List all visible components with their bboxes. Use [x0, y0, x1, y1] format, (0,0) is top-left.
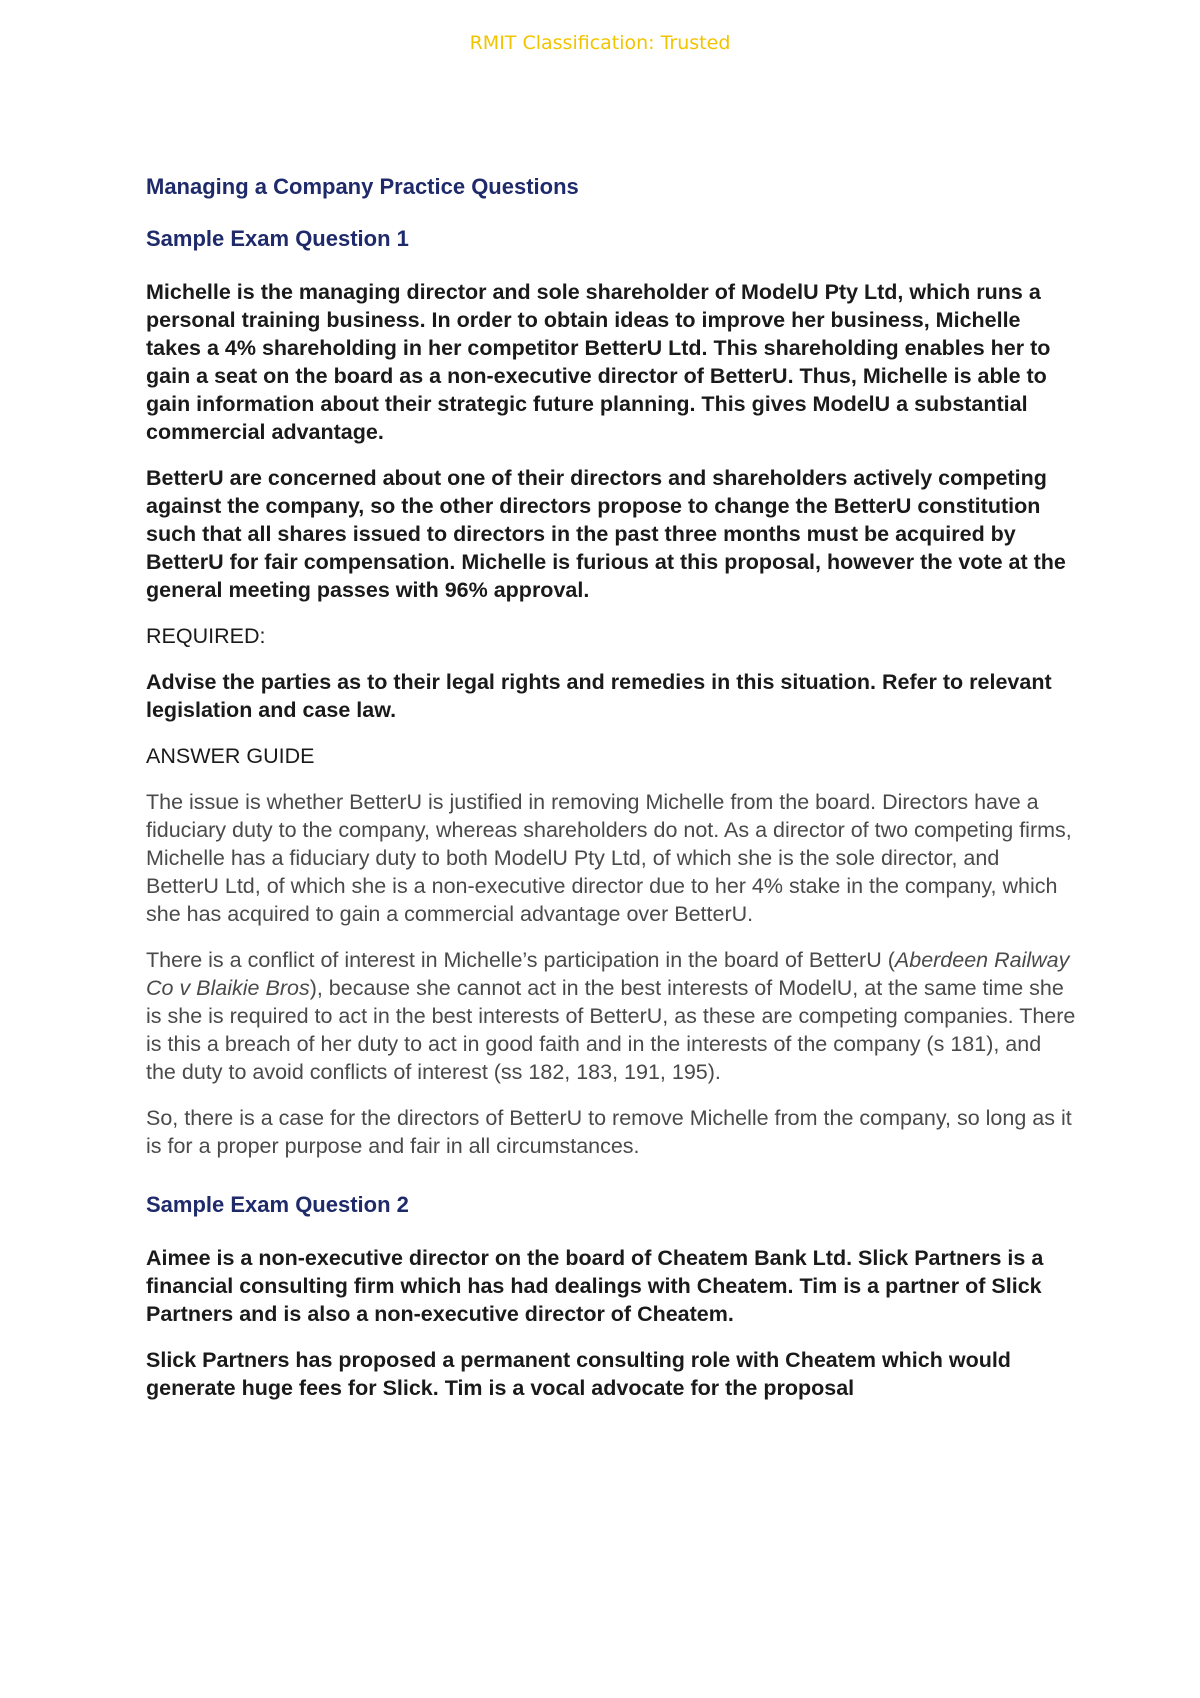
answer-paragraph-1: The issue is whether BetterU is justified in removing Michelle from the board. Directors have a fiduciary duty to the company, whereas shareholders do not. As a director of two competing firms, Michelle has a fiduciary duty to both ModelU Pty Ltd, of which she is the sole director, and BetterU Ltd, of which she is a non-executive director due to her 4% stake in the company, which she has acquired to gain a commercial advantage over BetterU. [146, 790, 1072, 926]
answer-paragraph-3: So, there is a case for the directors of BetterU to remove Michelle from the company, so long as it is for a proper purpose and fair in all circumstances. [146, 1106, 1072, 1158]
case-citation: Aberdeen Railway Co v Blaikie Bros [146, 948, 1070, 1000]
classification-label: RMIT Classification: Trusted [469, 32, 731, 54]
section-spacer [146, 1178, 1076, 1190]
question-1-scenario-paragraph-1: Michelle is the managing director and sole shareholder of ModelU Pty Ltd, which runs a personal training business. In order to obtain ideas to improve her business, Michelle takes a 4% shareholding in her competitor BetterU Ltd. This shareholding enables her to gain a seat on the board as a non-executive director of BetterU. Thus, Michelle is able to gain information about their strategic future planning. This gives ModelU a substantial commercial advantage. [146, 280, 1051, 444]
required-label: REQUIRED: [146, 624, 266, 648]
answer-paragraph-2-lead: There is a conflict of interest in Michelle’s participation in the board of BetterU ( [146, 948, 895, 972]
answer-paragraph-2 [146, 946, 1076, 1086]
question-2-scenario-paragraph-2: Slick Partners has proposed a permanent consulting role with Cheatem which would generate huge fees for Slick. Tim is a vocal advocate for the proposal [146, 1348, 1011, 1400]
document-title: Managing a Company Practice Questions [146, 174, 579, 199]
question-1-heading: Sample Exam Question 1 [146, 226, 409, 251]
answer-guide-label: ANSWER GUIDE [146, 744, 315, 768]
document-body [146, 172, 1076, 1420]
required-text: Advise the parties as to their legal rights and remedies in this situation. Refer to relevant legislation and case law. [146, 670, 1052, 722]
question-2-scenario-paragraph-1: Aimee is a non-executive director on the board of Cheatem Bank Ltd. Slick Partners is a financial consulting firm which has had dealings with Cheatem. Tim is a partner of Slick Partners and is also a non-executive director of Cheatem. [146, 1246, 1044, 1326]
question-1-scenario-paragraph-2: BetterU are concerned about one of their directors and shareholders actively competing against the company, so the other directors propose to change the BetterU constitution such that all shares issued to directors in the past three months must be acquired by BetterU for fair compensation. Michelle is furious at this proposal, however the vote at the general meeting passes with 96% approval. [146, 466, 1066, 602]
question-2-heading: Sample Exam Question 2 [146, 1192, 409, 1217]
answer-paragraph-2-rest: ), because she cannot act in the best interests of ModelU, at the same time she is she is required to act in the best interests of BetterU, as these are competing companies. There is this a breach of her duty to act in good faith and in the interests of the company (s 181), and the duty to avoid conflicts of interest (ss 182, 183, 191, 195). [146, 976, 1076, 1084]
